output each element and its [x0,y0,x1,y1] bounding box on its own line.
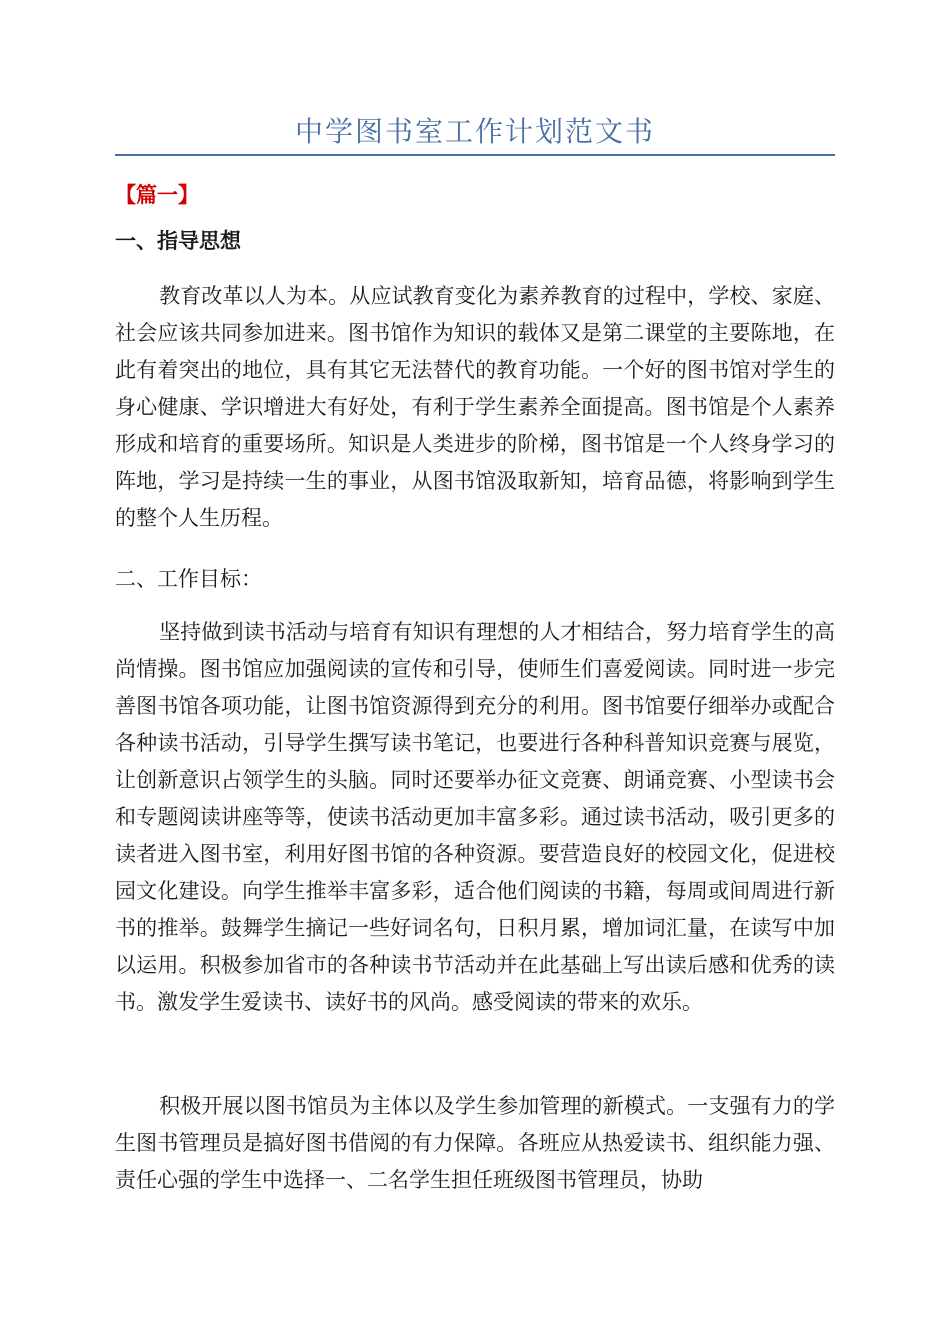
paragraph-work-goals [115,614,835,1021]
paragraph-text: 教育改革以人为本。从应试教育变化为素养教育的过程中，学校、家庭、社会应该共同参加进来。图书馆作为知识的载体又是第二课堂的主要陈地，在此有着突出的地位，具有其它无法替代的教育功能。一个好的图书馆对学生的身心健康、学识增进大有好处，有利于学生素养全面提高。图书馆是个人素养形成和培育的重要场所。知识是人类进步的阶梯，图书馆是一个人终身学习的阵地，学习是持续一生的事业，从图书馆汲取新知，培育品德，将影响到学生的整个人生历程。 [115,284,835,530]
paragraph-text: 坚持做到读书活动与培育有知识有理想的人才相结合，努力培育学生的高尚情操。图书馆应加强阅读的宣传和引导，使师生们喜爱阅读。同时进一步完善图书馆各项功能，让图书馆资源得到充分的利用。图书馆要仔细举办或配合各种读书活动，引导学生撰写读书笔记，也要进行各种科普知识竞赛与展览，让创新意识占领学生的头脑。同时还要举办征文竞赛、朗诵竞赛、小型读书会和专题阅读讲座等等，使读书活动更加丰富多彩。通过读书活动，吸引更多的读者进入图书室，利用好图书馆的各种资源。要营造良好的校园文化，促进校园文化建设。向学生推举丰富多彩，适合他们阅读的书籍，每周或间周进行新书的推举。鼓舞学生摘记一些好词名句，日积月累，增加词汇量，在读写中加以运用。积极参加省市的各种读书节活动并在此基础上写出读后感和优秀的读书。激发学生爱读书、读好书的风尚。感受阅读的带来的欢乐。 [115,620,835,1014]
heading-work-goals: 二、工作目标： [115,567,262,591]
paragraph-text: 积极开展以图书馆员为主体以及学生参加管理的新模式。一支强有力的学生图书管理员是搞好图书借阅的有力保障。各班应从热爱读书、组织能力强、责任心强的学生中选择一、二名学生担任班级图书管理员，协助 [115,1094,835,1192]
title-underline [115,154,835,156]
paragraph-management-model [115,1088,835,1199]
paragraph-guiding-ideology [115,278,835,537]
section-tag: 【篇一】 [115,183,199,207]
document-title: 中学图书室工作计划范文书 [294,115,655,148]
heading-guiding-ideology: 一、指导思想 [115,229,241,253]
